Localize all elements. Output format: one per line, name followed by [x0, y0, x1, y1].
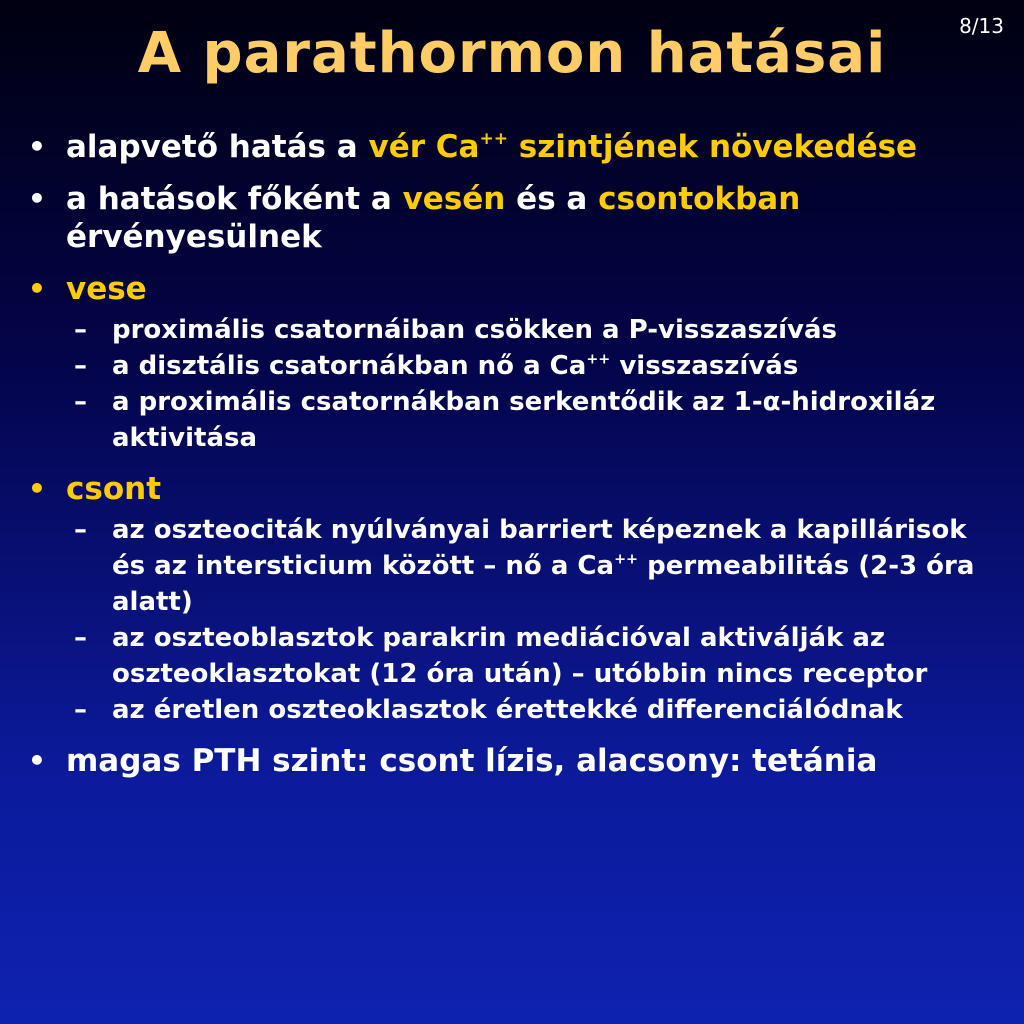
bullet-item [28, 128, 998, 166]
sub-item [28, 384, 998, 456]
bullet-dot-icon: • [28, 182, 46, 215]
bullet-dot-icon: • [28, 272, 46, 305]
sub-item [28, 512, 998, 620]
bullet-item [28, 742, 998, 780]
bullet-group [28, 470, 998, 728]
superscript: ++ [479, 129, 509, 150]
dash-icon: – [74, 623, 87, 653]
superscript: ++ [586, 351, 611, 368]
bullet-item [28, 270, 998, 308]
bullet-text: érvényesülnek [66, 219, 322, 255]
bullet-item [28, 180, 998, 256]
bullet-text: és a [505, 181, 599, 217]
sub-text: proximális csatornáiban csökken a P-visszaszívás [112, 315, 837, 345]
dash-icon: – [74, 315, 87, 345]
slide-content [28, 128, 998, 794]
dash-icon: – [74, 695, 87, 725]
sub-text: visszaszívás [610, 351, 799, 381]
bullet-dot-icon: • [28, 130, 46, 163]
slide-title: A parathormon hatásai [137, 21, 887, 86]
sub-text: permeabilitás (2-3 óra alatt) [112, 551, 975, 617]
dash-icon: – [74, 351, 87, 381]
sub-item [28, 620, 998, 692]
bullet-text: a hatások főként a [66, 181, 403, 217]
bullet-highlight: vesén [402, 181, 506, 217]
bullet-heading: csont [66, 471, 162, 507]
page-number: 8/13 [959, 14, 1004, 38]
bullet-text: magas PTH szint: csont lízis, alacsony: tetánia [66, 743, 878, 779]
bullet-highlight: csontokban [598, 181, 801, 217]
sub-item [28, 692, 998, 728]
bullet-group [28, 270, 998, 456]
bullet-text: alapvető hatás a [66, 129, 369, 165]
bullet-item [28, 470, 998, 508]
sub-text: a proximális csatornákban serkentődik az 1-α-hidroxiláz aktivitása [112, 387, 936, 453]
sub-text: a disztális csatornákban nő a Ca [112, 351, 587, 381]
sub-text: az éretlen oszteoklasztok érettekké differenciálódnak [112, 695, 903, 725]
sub-text: az oszteociták nyúlványai barriert képeznek a kapillárisok és az intersticium között – nő a Ca [112, 515, 967, 581]
dash-icon: – [74, 515, 87, 545]
bullet-dot-icon: • [28, 472, 46, 505]
sub-item [28, 312, 998, 348]
sub-item [28, 348, 998, 384]
bullet-dot-icon: • [28, 744, 46, 777]
superscript: ++ [614, 551, 639, 568]
dash-icon: – [74, 387, 87, 417]
bullet-heading: vese [66, 271, 147, 307]
bullet-highlight: szintjének növekedése [508, 129, 918, 165]
bullet-highlight: vér Ca [368, 129, 480, 165]
sub-text: az oszteoblasztok parakrin mediációval aktiválják az oszteoklasztokat (12 óra után) – utóbbin nincs receptor [112, 623, 928, 689]
